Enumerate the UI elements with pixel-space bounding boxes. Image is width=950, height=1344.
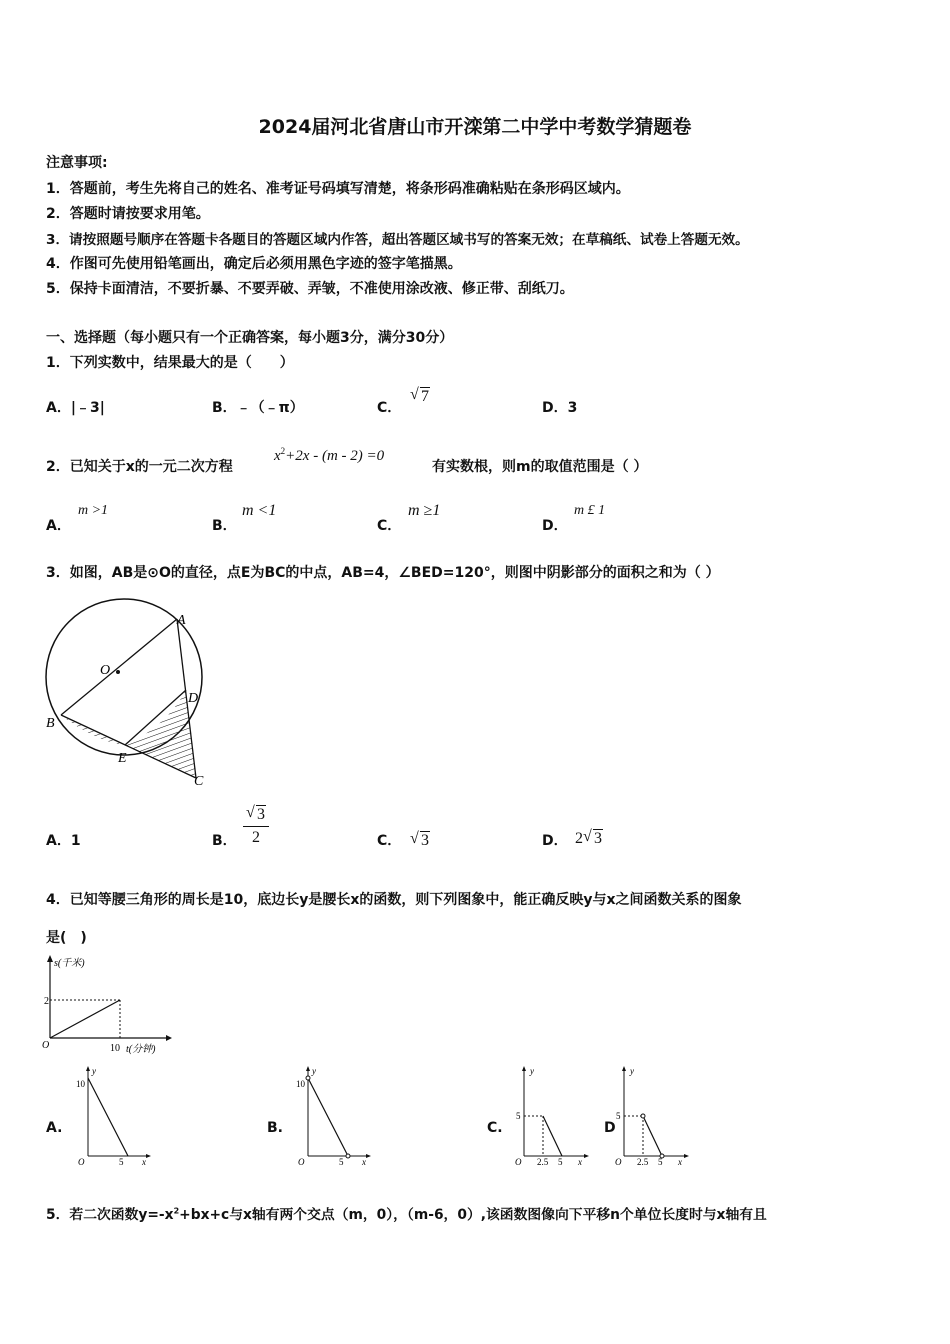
y-tick: 10 <box>76 1079 85 1089</box>
q3-option-d-value: 2 √ 3 <box>575 828 602 847</box>
q1-option-c-label: C． <box>377 400 402 416</box>
q5-exponent: 2 <box>173 1206 180 1216</box>
q5-stem-post: +bx+c与x轴有两个交点（m，0），（m-6，0）,该函数图像向下平移n个单位长度时与x轴有且 <box>179 1207 767 1223</box>
denominator: 2 <box>252 829 260 846</box>
q4-option-d-graph <box>612 1064 692 1174</box>
q4-option-d-label: D <box>604 1120 616 1136</box>
y-axis-arrow <box>522 1066 526 1071</box>
x-label: x <box>578 1157 582 1167</box>
q2-option-a-value: m >1 <box>78 503 109 518</box>
open-endpoint <box>306 1076 310 1080</box>
q3-option-a <box>46 830 81 850</box>
center-point <box>116 670 120 674</box>
q4-stem-line2: 是( ) <box>46 930 87 946</box>
y-label: y <box>92 1066 96 1076</box>
label-b: B <box>46 716 55 731</box>
graph-line <box>88 1078 128 1156</box>
q2-option-a-label: A． <box>46 518 71 534</box>
y-axis-arrow <box>86 1066 90 1071</box>
q2-option-b-label: B． <box>212 518 237 534</box>
q4-reference-graph <box>38 954 173 1059</box>
label-a: A <box>177 613 186 628</box>
x-tick: 5 <box>339 1157 344 1167</box>
note-item-2: 2．答题时请按要求用笔。 <box>46 206 210 222</box>
x-label: x <box>678 1157 682 1167</box>
graph-line <box>543 1116 562 1156</box>
q5-stem <box>46 1203 767 1223</box>
y-axis-label: s(千米) <box>54 958 85 969</box>
q1-option-c-value: √ 7 <box>410 386 429 405</box>
q4-option-b-graph <box>294 1064 374 1174</box>
y-label: y <box>530 1066 534 1076</box>
origin-label: O <box>515 1157 522 1167</box>
section-heading: 一、选择题（每小题只有一个正确答案，每小题3分，满分30分） <box>46 330 454 346</box>
coefficient: 2 <box>575 830 583 847</box>
q4-option-c-graph <box>512 1064 592 1174</box>
origin-label: O <box>615 1157 622 1167</box>
open-endpoint <box>641 1114 645 1118</box>
radicand: 7 <box>421 388 429 405</box>
q4-option-a-label: A. <box>46 1120 63 1136</box>
y-axis-arrow <box>622 1066 626 1071</box>
x-axis-arrow <box>146 1154 151 1158</box>
q3-circle-figure <box>36 592 226 792</box>
q1-option-d <box>542 397 577 417</box>
label-o: O <box>100 663 111 678</box>
q3-option-c-value: √ 3 <box>410 830 429 849</box>
option-label: A． <box>46 400 71 416</box>
numerator-radicand: 3 <box>257 806 265 823</box>
note-item-1: 1．答题前，考生先将自己的姓名、准考证号码填写清楚，将条形码准确粘贴在条形码区域内。 <box>46 181 630 197</box>
q4-option-a-graph <box>74 1064 154 1174</box>
option-value: 1 <box>70 833 81 849</box>
x-axis-arrow <box>366 1154 371 1158</box>
option-label: D． <box>542 400 568 416</box>
y-tick: 10 <box>296 1079 305 1089</box>
origin-label: O <box>78 1157 85 1167</box>
x-label: x <box>362 1157 366 1167</box>
x-tick-half: 2.5 <box>637 1157 649 1167</box>
q3-option-d-label: D． <box>542 833 568 849</box>
graph-line <box>643 1116 662 1156</box>
x-axis-arrow <box>584 1154 589 1158</box>
shaded-region-edc <box>125 690 199 778</box>
q1-option-b <box>212 397 304 417</box>
page-title: 2024届河北省唐山市开滦第二中学中考数学猜题卷 <box>258 116 692 138</box>
q3-option-b-fraction: √ 3 2 <box>243 806 269 847</box>
option-value: ﹣（﹣π） <box>236 400 304 416</box>
note-item-5: 5．保持卡面清洁，不要折暴、不要弄破、弄皱，不准使用涂改液、修正带、刮纸刀。 <box>46 281 574 297</box>
note-item-3: 3．请按照题号顺序在答题卡各题目的答题区域内作答，超出答题区域书写的答案无效；在草稿纸、试卷上答题无效。 <box>46 232 749 248</box>
y-label: y <box>312 1066 316 1076</box>
option-label: B． <box>212 400 237 416</box>
q3-stem: 3．如图，AB是⊙O的直径，点E为BC的中点，AB=4，∠BED=120°，则图中阴影部分的面积之和为（ ） <box>46 565 720 581</box>
origin-label: O <box>42 1040 50 1051</box>
x-tick: 10 <box>110 1043 120 1054</box>
y-axis-arrow <box>306 1066 310 1071</box>
y-tick: 5 <box>616 1111 621 1121</box>
note-item-4: 4．作图可先使用铅笔画出，确定后必须用黑色字迹的签字笔描黑。 <box>46 256 462 272</box>
x-tick: 5 <box>658 1157 663 1167</box>
label-e: E <box>118 751 127 766</box>
y-axis-arrow <box>47 955 53 962</box>
x-axis-arrow <box>684 1154 689 1158</box>
option-value: 3 <box>567 400 578 416</box>
q4-stem-line1: 4．已知等腰三角形的周长是10，底边长y是腰长x的函数，则下列图象中，能正确反映y与x之间函数关系的图象 <box>46 892 742 908</box>
q3-option-b-label: B． <box>212 833 237 849</box>
q4-option-b-label: B. <box>267 1120 283 1136</box>
x-label: x <box>142 1157 146 1167</box>
x-axis-label: t(分钟) <box>126 1044 156 1055</box>
x-tick: 5 <box>119 1157 124 1167</box>
q2-option-d-value: m £ 1 <box>574 503 606 518</box>
q2-option-d-label: D． <box>542 518 568 534</box>
x-axis-arrow <box>166 1035 172 1041</box>
label-d: D <box>188 691 199 706</box>
q2-stem-post: 有实数根，则m的取值范围是（ ） <box>432 459 648 475</box>
x-tick-half: 2.5 <box>537 1157 549 1167</box>
q1-option-a <box>46 397 105 417</box>
origin-label: O <box>298 1157 305 1167</box>
radicand: 3 <box>421 832 429 849</box>
y-label: y <box>630 1066 634 1076</box>
q2-stem-pre: 2．已知关于x的一元二次方程 <box>46 459 233 475</box>
option-value: |﹣3| <box>70 400 105 416</box>
q2-equation <box>274 446 384 465</box>
y-tick: 2 <box>44 996 49 1007</box>
q1-stem: 1．下列实数中，结果最大的是（ ） <box>46 355 294 371</box>
eq-rest: +2x - (m - 2) =0 <box>285 448 385 464</box>
q4-option-c-label: C. <box>487 1120 503 1136</box>
radicand: 3 <box>594 830 602 847</box>
notes-heading: 注意事项: <box>46 155 108 171</box>
eq-var: x <box>274 448 281 464</box>
q3-option-c-label: C． <box>377 833 402 849</box>
y-tick: 5 <box>516 1111 521 1121</box>
graph-line <box>308 1078 348 1156</box>
eq-exponent: 2 <box>280 446 286 456</box>
segment-ab <box>61 619 177 715</box>
x-tick: 5 <box>558 1157 563 1167</box>
graph-line <box>50 1000 120 1038</box>
label-c: C <box>194 774 204 789</box>
q2-option-c-label: C． <box>377 518 402 534</box>
q2-option-b-value: m <1 <box>242 502 277 519</box>
open-endpoint <box>346 1154 350 1158</box>
q2-option-c-value: m ≥1 <box>408 502 441 519</box>
option-label: A． <box>46 833 71 849</box>
q5-stem-pre: 5．若二次函数y=-x <box>46 1207 174 1223</box>
